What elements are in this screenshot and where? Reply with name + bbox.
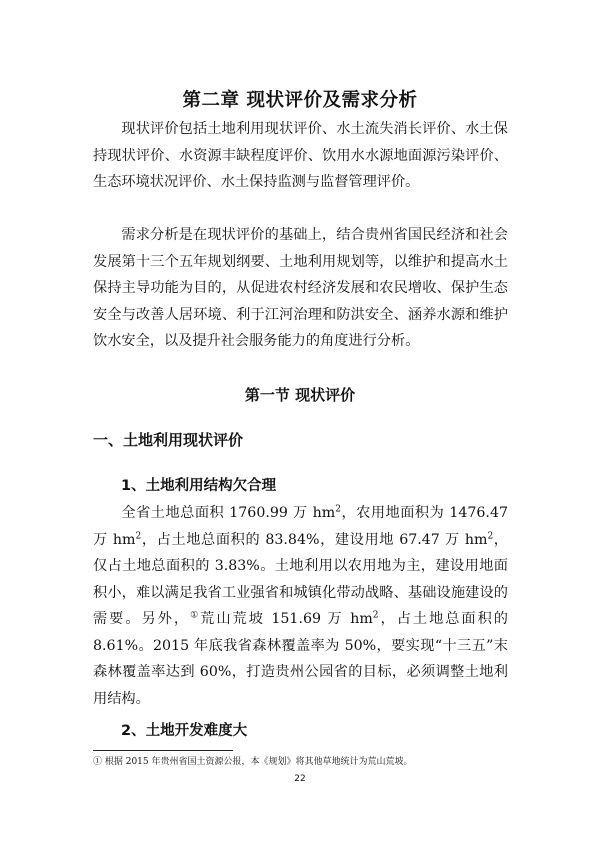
chapter-title: 第二章 现状评价及需求分析 bbox=[182, 90, 418, 111]
footnote-reference[interactable]: ① bbox=[190, 610, 201, 621]
superscript: 2 bbox=[135, 530, 142, 541]
text-segment: ，占土地总面积的 83.84%，建设用地 67.47 万 hm bbox=[141, 531, 488, 548]
text-segment: ，农用地面积为 1476.47 万 hm bbox=[93, 505, 508, 548]
superscript: 2 bbox=[335, 504, 341, 515]
subheading-development-difficulty: 2、土地开发难度大 bbox=[121, 723, 248, 739]
heading-land-use: 一、土地利用现状评价 bbox=[93, 431, 244, 449]
text-segment: ，占土地总面积的 8.61%。2015 年底我省森林覆盖率为 50%，要实现“十三五”末森林覆盖率达到 60%，打造贵州公园省的目标，必须调整土地利用结构。 bbox=[93, 611, 508, 707]
land-structure-paragraph bbox=[93, 500, 508, 712]
footnote-divider bbox=[93, 750, 233, 751]
text-segment: 全省土地总面积 1760.99 万 hm bbox=[121, 505, 336, 521]
text-segment: ，仅占土地总面积的 3.83%。土地利用以农用地为主，建设用地面积小，难以满足我省工业强省和城镇化带动战略、基础设施建设的需要。另外， bbox=[93, 531, 508, 627]
footnote: ① 根据 2015 年贵州省国土资源公报，本《规划》将其他草地统计为荒山荒坡。 bbox=[93, 757, 413, 767]
page-number: 22 bbox=[294, 774, 306, 784]
superscript: 2 bbox=[487, 530, 494, 541]
subheading-land-structure: 1、土地利用结构欠合理 bbox=[121, 478, 277, 494]
text-segment: 荒山荒坡 151.69 万 hm bbox=[200, 611, 373, 627]
intro-paragraph-2: 需求分析是在现状评价的基础上，结合贵州省国民经济和社会发展第十三个五年规划纲要、土地利用规划等，以维护和提高水土保持主导功能为目的，从促进农村经济发展和农民增收、保护生态安全与改善人居环境、利于江河治理和防洪安全、涵养水源和维护饮水安全，以及提升社会服务能力的角度进行分析。 bbox=[93, 227, 508, 349]
superscript: 2 bbox=[372, 610, 379, 621]
section-title: 第一节 现状评价 bbox=[244, 386, 356, 404]
intro-paragraph-1: 现状评价包括土地利用现状评价、水土流失消长评价、水土保持现状评价、水资源丰缺程度评价、饮用水水源地面源污染评价、生态环境状况评价、水土保持监测与监督管理评价。 bbox=[93, 121, 508, 190]
